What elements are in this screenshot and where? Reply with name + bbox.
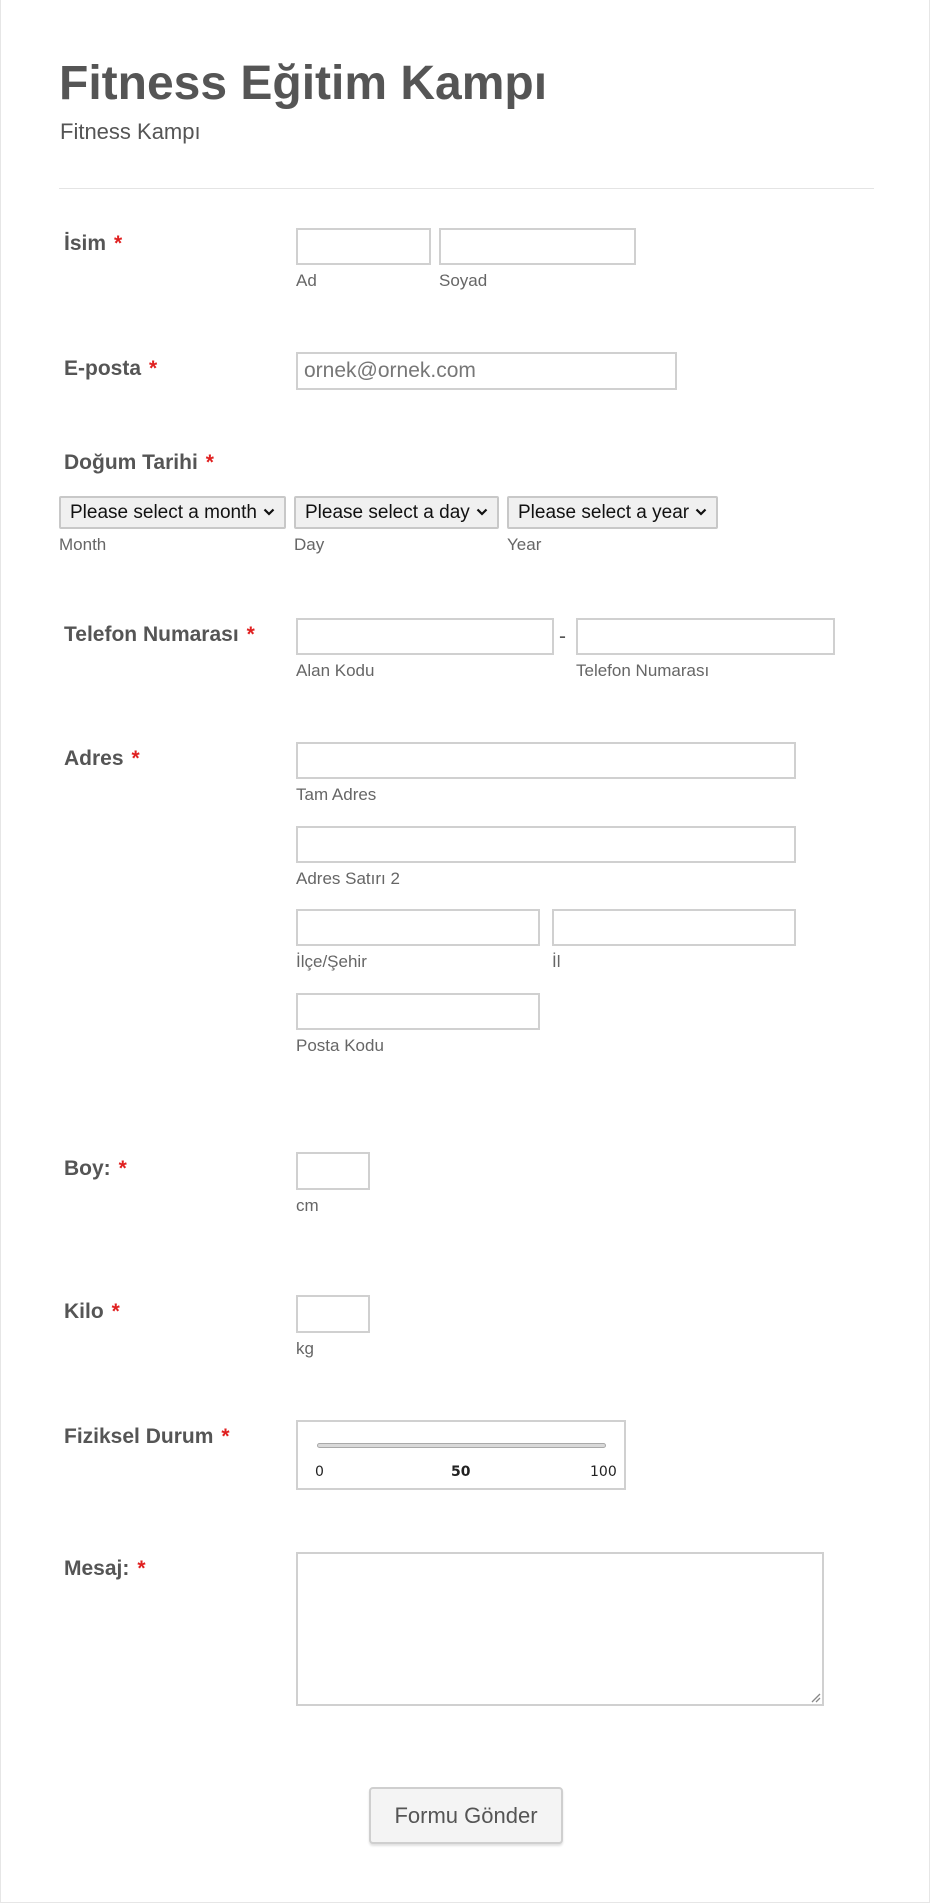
birth-day-sublabel: Day — [294, 535, 325, 554]
required-asterisk: * — [111, 1300, 120, 1323]
phone-label-text: Telefon Numarası — [64, 623, 239, 646]
address-city-sublabel: İlçe/Şehir — [296, 952, 367, 971]
first-name-sublabel: Ad — [296, 271, 317, 290]
required-asterisk: * — [205, 451, 214, 474]
resize-grip-icon[interactable] — [809, 1691, 821, 1703]
height-input[interactable] — [296, 1152, 370, 1190]
height-label-text: Boy: — [64, 1157, 111, 1180]
birth-year-sublabel: Year — [507, 535, 542, 554]
address-label — [64, 747, 140, 771]
birth-date-label-text: Doğum Tarihi — [64, 451, 198, 474]
required-asterisk: * — [114, 232, 123, 255]
height-label — [64, 1157, 127, 1181]
birth-day-select[interactable] — [294, 496, 499, 529]
form-title: Fitness Eğitim Kampı — [59, 57, 548, 110]
chevron-down-icon — [695, 506, 707, 518]
message-textarea[interactable] — [296, 1552, 824, 1706]
header-divider — [59, 188, 874, 189]
birth-date-label — [64, 451, 214, 475]
message-label — [64, 1557, 146, 1581]
slider-min-label: 0 — [315, 1464, 324, 1480]
phone-separator: - — [559, 625, 566, 648]
birth-month-sublabel: Month — [59, 535, 107, 554]
slider-max-label: 100 — [590, 1464, 617, 1480]
weight-unit-sublabel: kg — [296, 1339, 314, 1358]
weight-input[interactable] — [296, 1295, 370, 1333]
name-label-text: İsim — [64, 232, 107, 255]
physical-condition-label — [64, 1425, 230, 1449]
first-name-input[interactable] — [296, 228, 431, 265]
required-asterisk: * — [221, 1425, 230, 1448]
phone-number-sublabel: Telefon Numarası — [576, 661, 710, 680]
address-line1-input[interactable] — [296, 742, 796, 779]
required-asterisk: * — [149, 357, 158, 380]
required-asterisk: * — [118, 1157, 127, 1180]
required-asterisk: * — [246, 623, 255, 646]
birth-year-selected: Please select a year — [518, 501, 690, 523]
email-label-text: E-posta — [64, 357, 142, 380]
last-name-input[interactable] — [439, 228, 636, 265]
physical-condition-label-text: Fiziksel Durum — [64, 1425, 214, 1448]
birth-day-selected: Please select a day — [305, 501, 470, 523]
submit-button[interactable]: Formu Gönder — [369, 1787, 563, 1844]
phone-number-input[interactable] — [576, 618, 835, 655]
name-label — [64, 232, 122, 256]
chevron-down-icon — [476, 506, 488, 518]
address-label-text: Adres — [64, 747, 124, 770]
required-asterisk: * — [131, 747, 140, 770]
address-line1-sublabel: Tam Adres — [296, 785, 377, 804]
address-postal-input[interactable] — [296, 993, 540, 1030]
address-line2-sublabel: Adres Satırı 2 — [296, 869, 400, 888]
address-state-input[interactable] — [552, 909, 796, 946]
message-label-text: Mesaj: — [64, 1557, 130, 1580]
weight-label — [64, 1300, 120, 1324]
slider-track[interactable] — [317, 1443, 606, 1448]
address-city-input[interactable] — [296, 909, 540, 946]
phone-area-code-sublabel: Alan Kodu — [296, 661, 375, 680]
address-line2-input[interactable] — [296, 826, 796, 863]
physical-condition-slider[interactable] — [296, 1420, 626, 1490]
required-asterisk: * — [137, 1557, 146, 1580]
phone-area-code-input[interactable] — [296, 618, 554, 655]
address-postal-sublabel: Posta Kodu — [296, 1036, 384, 1055]
last-name-sublabel: Soyad — [439, 271, 488, 290]
email-input[interactable] — [296, 352, 677, 390]
weight-label-text: Kilo — [64, 1300, 104, 1323]
email-label — [64, 357, 157, 381]
form-subtitle: Fitness Kampı — [60, 119, 201, 144]
height-unit-sublabel: cm — [296, 1196, 319, 1215]
address-state-sublabel: İl — [552, 952, 561, 971]
message-textarea-wrapper — [296, 1552, 824, 1706]
birth-year-select[interactable] — [507, 496, 718, 529]
phone-label — [64, 623, 255, 647]
chevron-down-icon — [263, 506, 275, 518]
slider-mid-label: 50 — [451, 1464, 471, 1480]
birth-month-select[interactable] — [59, 496, 286, 529]
birth-month-selected: Please select a month — [70, 501, 257, 523]
